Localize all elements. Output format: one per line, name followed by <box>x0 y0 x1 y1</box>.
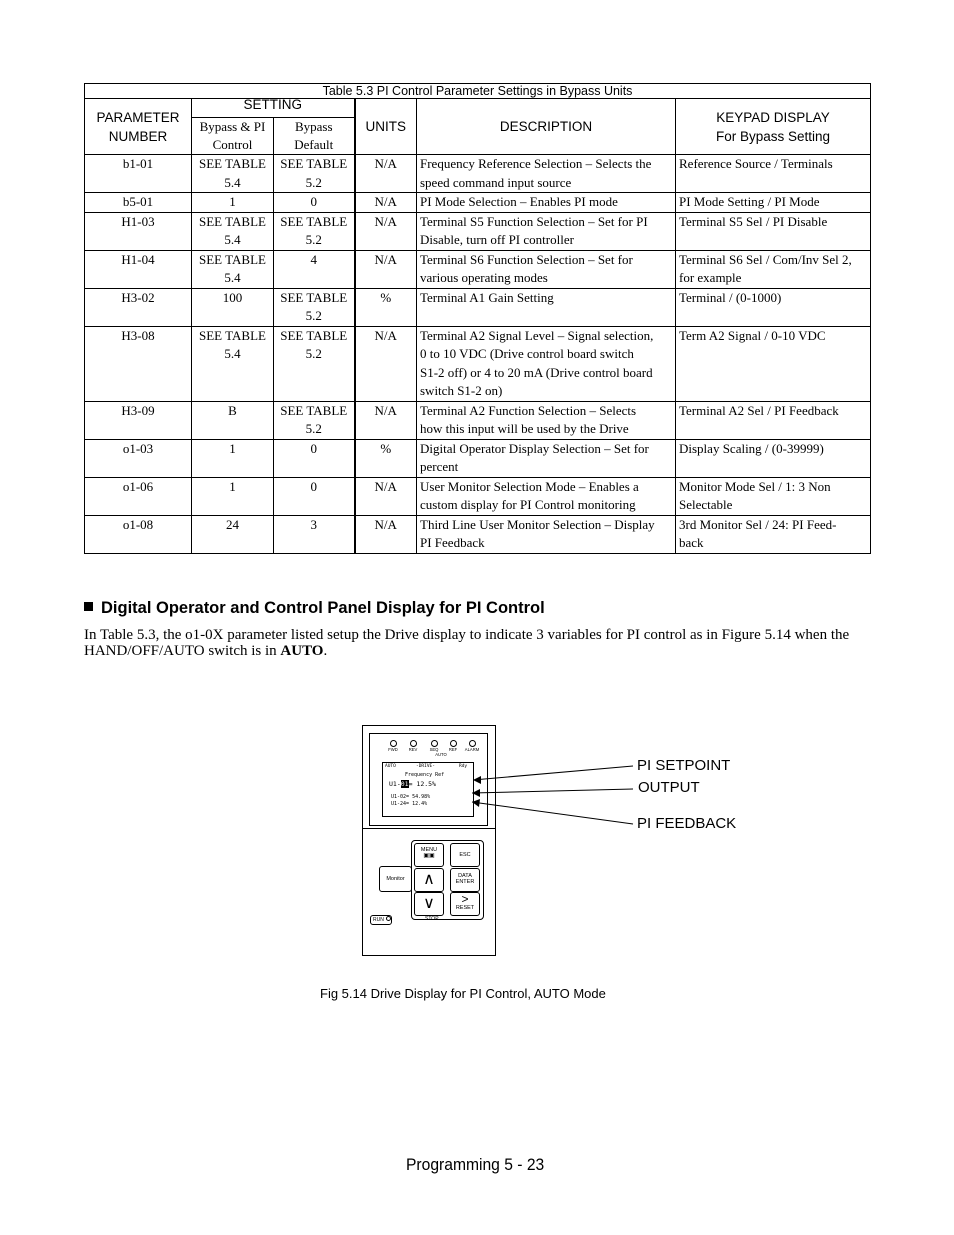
cell-bypass-pi-control: 1 <box>192 477 274 515</box>
auto-emphasis: AUTO <box>280 643 324 659</box>
cell-keypad-display: Terminal A2 Sel / PI Feedback <box>676 401 871 439</box>
lcd-status-mode: AUTO <box>385 764 396 769</box>
cell-keypad-display: Display Scaling / (0-39999) <box>676 439 871 477</box>
ref-led-icon <box>450 740 457 747</box>
table-row <box>85 439 871 477</box>
cell-bypass-default: SEE TABLE 5.2 <box>274 155 355 193</box>
cell-parameter: o1-03 <box>85 439 192 477</box>
cell-keypad-display: Terminal / (0-1000) <box>676 288 871 326</box>
menu-key-icon: ▣▣ <box>423 853 435 859</box>
cell-parameter: H3-02 <box>85 288 192 326</box>
callout-pi-setpoint: PI SETPOINT <box>637 757 731 774</box>
header-bypass-pi-control: Bypass & PI Control <box>192 118 274 155</box>
cell-bypass-pi-control: B <box>192 401 274 439</box>
cell-bypass-default: 0 <box>274 439 355 477</box>
cell-bypass-default: 0 <box>274 193 355 213</box>
led-label-alarm: ALARM <box>464 747 480 752</box>
cell-parameter: b1-01 <box>85 155 192 193</box>
table-caption: Table 5.3 PI Control Parameter Settings in Bypass Units <box>85 84 871 99</box>
setpoint-callout-line <box>473 766 633 780</box>
panel-divider <box>363 828 495 829</box>
table-body <box>85 155 871 554</box>
led-label-seq: SEQ <box>429 747 439 752</box>
cell-bypass-pi-control: 24 <box>192 515 274 553</box>
table-row <box>85 326 871 401</box>
led-label-fwd: FWD <box>388 747 398 752</box>
lcd-status-ready: Rdy <box>459 764 468 769</box>
run-key[interactable]: RUN <box>370 915 392 925</box>
cell-keypad-display: Term A2 Signal / 0-10 VDC <box>676 326 871 401</box>
header-parameter-number: PARAMETER NUMBER <box>85 99 192 155</box>
header-setting: SETTING <box>192 99 355 118</box>
cell-parameter: H3-08 <box>85 326 192 401</box>
menu-key[interactable]: MENU ▣▣ <box>414 843 444 867</box>
cell-units: N/A <box>355 193 417 213</box>
lcd-title: Frequency Ref <box>405 772 445 778</box>
lcd-line-2: U1-02= 54.98% <box>391 794 431 800</box>
right-arrow-icon: > <box>461 892 469 906</box>
cell-units: N/A <box>355 477 417 515</box>
cell-description: Terminal A1 Gain Setting <box>417 288 676 326</box>
cell-bypass-pi-control: SEE TABLE 5.4 <box>192 155 274 193</box>
table-row <box>85 477 871 515</box>
cell-description: PI Mode Selection – Enables PI mode <box>417 193 676 213</box>
run-led-icon <box>386 916 391 921</box>
figure-caption: Fig 5.14 Drive Display for PI Control, AUTO Mode <box>320 986 606 1001</box>
cell-bypass-pi-control: 1 <box>192 439 274 477</box>
cell-description: Digital Operator Display Selection – Set for percent <box>417 439 676 477</box>
led-label-ref: REF <box>448 747 458 752</box>
header-units: UNITS <box>355 99 417 155</box>
cell-keypad-display: PI Mode Setting / PI Mode <box>676 193 871 213</box>
cell-parameter: o1-06 <box>85 477 192 515</box>
cell-bypass-pi-control: 100 <box>192 288 274 326</box>
cell-description: Terminal S5 Function Selection – Set for PI Disable, turn off PI controller <box>417 212 676 250</box>
auto-led-label: AUTO <box>435 752 447 757</box>
stop-label: STOP <box>425 916 439 922</box>
cell-bypass-pi-control: SEE TABLE 5.4 <box>192 250 274 288</box>
esc-key[interactable]: ESC <box>450 843 480 867</box>
cell-units: N/A <box>355 401 417 439</box>
table-row <box>85 288 871 326</box>
cell-bypass-default: SEE TABLE 5.2 <box>274 212 355 250</box>
seq-led-icon <box>431 740 438 747</box>
cell-parameter: b5-01 <box>85 193 192 213</box>
cell-bypass-pi-control: SEE TABLE 5.4 <box>192 326 274 401</box>
cell-units: % <box>355 439 417 477</box>
page-footer: Programming 5 - 23 <box>406 1155 545 1174</box>
cell-description: Third Line User Monitor Selection – Display PI Feedback <box>417 515 676 553</box>
table-row <box>85 212 871 250</box>
led-label-rev: REV <box>408 747 418 752</box>
table-row <box>85 250 871 288</box>
cell-bypass-pi-control: 1 <box>192 193 274 213</box>
cell-bypass-default: 3 <box>274 515 355 553</box>
cell-description: Terminal A2 Function Selection – Selects how this input will be used by the Drive <box>417 401 676 439</box>
drive-operator-panel <box>362 725 496 956</box>
cell-keypad-display: Monitor Mode Sel / 1: 3 Non Selectable <box>676 477 871 515</box>
alarm-led-icon <box>469 740 476 747</box>
down-arrow-icon: ∨ <box>423 895 435 912</box>
table-row <box>85 193 871 213</box>
square-bullet-icon <box>84 602 93 611</box>
monitor-key[interactable]: Monitor <box>379 866 412 892</box>
cell-bypass-default: SEE TABLE 5.2 <box>274 326 355 401</box>
header-description: DESCRIPTION <box>417 99 676 155</box>
cell-bypass-default: SEE TABLE 5.2 <box>274 288 355 326</box>
header-keypad-display: KEYPAD DISPLAY For Bypass Setting <box>676 99 871 155</box>
lcd-status-drive: -DRIVE- <box>416 764 435 769</box>
cell-bypass-pi-control: SEE TABLE 5.4 <box>192 212 274 250</box>
up-arrow-icon: ∧ <box>423 871 435 888</box>
cell-description: Terminal S6 Function Selection – Set for various operating modes <box>417 250 676 288</box>
cell-units: N/A <box>355 212 417 250</box>
cell-parameter: H3-09 <box>85 401 192 439</box>
parameter-table <box>84 83 871 554</box>
cell-parameter: H1-04 <box>85 250 192 288</box>
cell-bypass-default: 0 <box>274 477 355 515</box>
cell-bypass-default: SEE TABLE 5.2 <box>274 401 355 439</box>
cell-keypad-display: Reference Source / Terminals <box>676 155 871 193</box>
lcd-screen <box>382 762 474 817</box>
lcd-line-3: U1-24= 12.4% <box>391 801 428 807</box>
table-row <box>85 401 871 439</box>
cell-keypad-display: 3rd Monitor Sel / 24: PI Feed- back <box>676 515 871 553</box>
feedback-callout-line <box>472 802 633 824</box>
rev-led-icon <box>410 740 417 747</box>
cell-bypass-default: 4 <box>274 250 355 288</box>
cell-keypad-display: Terminal S5 Sel / PI Disable <box>676 212 871 250</box>
up-key[interactable] <box>414 868 444 892</box>
cell-description: User Monitor Selection Mode – Enables a custom display for PI Control monitoring <box>417 477 676 515</box>
cell-units: N/A <box>355 155 417 193</box>
cell-parameter: H1-03 <box>85 212 192 250</box>
lcd-cursor: 01 <box>400 780 409 788</box>
cell-units: N/A <box>355 515 417 553</box>
data-enter-key[interactable]: DATA ENTER <box>450 868 480 892</box>
cell-units: N/A <box>355 250 417 288</box>
callout-pi-feedback: PI FEEDBACK <box>637 815 737 832</box>
header-bypass-default: Bypass Default <box>274 118 355 155</box>
cell-keypad-display: Terminal S6 Sel / Com/Inv Sel 2, for example <box>676 250 871 288</box>
down-key[interactable] <box>414 892 444 916</box>
cell-description: Terminal A2 Signal Level – Signal selection, 0 to 10 VDC (Drive control board switch S1-2 off) or 4 to 20 mA (Drive control board switch S1-2 on) <box>417 326 676 401</box>
cell-units: N/A <box>355 326 417 401</box>
reset-key[interactable]: > RESET <box>450 892 480 916</box>
lcd-line-1: U1-01= 12.5% <box>389 780 436 788</box>
output-callout-line <box>472 789 633 793</box>
cell-description: Frequency Reference Selection – Selects the speed command input source <box>417 155 676 193</box>
display-area <box>369 733 488 826</box>
intro-paragraph: In Table 5.3, the o1-0X parameter listed setup the Drive display to indicate 3 variables for PI control as in Figure 5.14 when the HAND/OFF/AUTO switch is in AUTO. <box>84 627 850 659</box>
cell-parameter: o1-08 <box>85 515 192 553</box>
table-row <box>85 155 871 193</box>
table-row <box>85 515 871 553</box>
fwd-led-icon <box>390 740 397 747</box>
section-heading: Digital Operator and Control Panel Display for PI Control <box>84 599 545 618</box>
callout-output: OUTPUT <box>638 779 700 796</box>
cell-units: % <box>355 288 417 326</box>
